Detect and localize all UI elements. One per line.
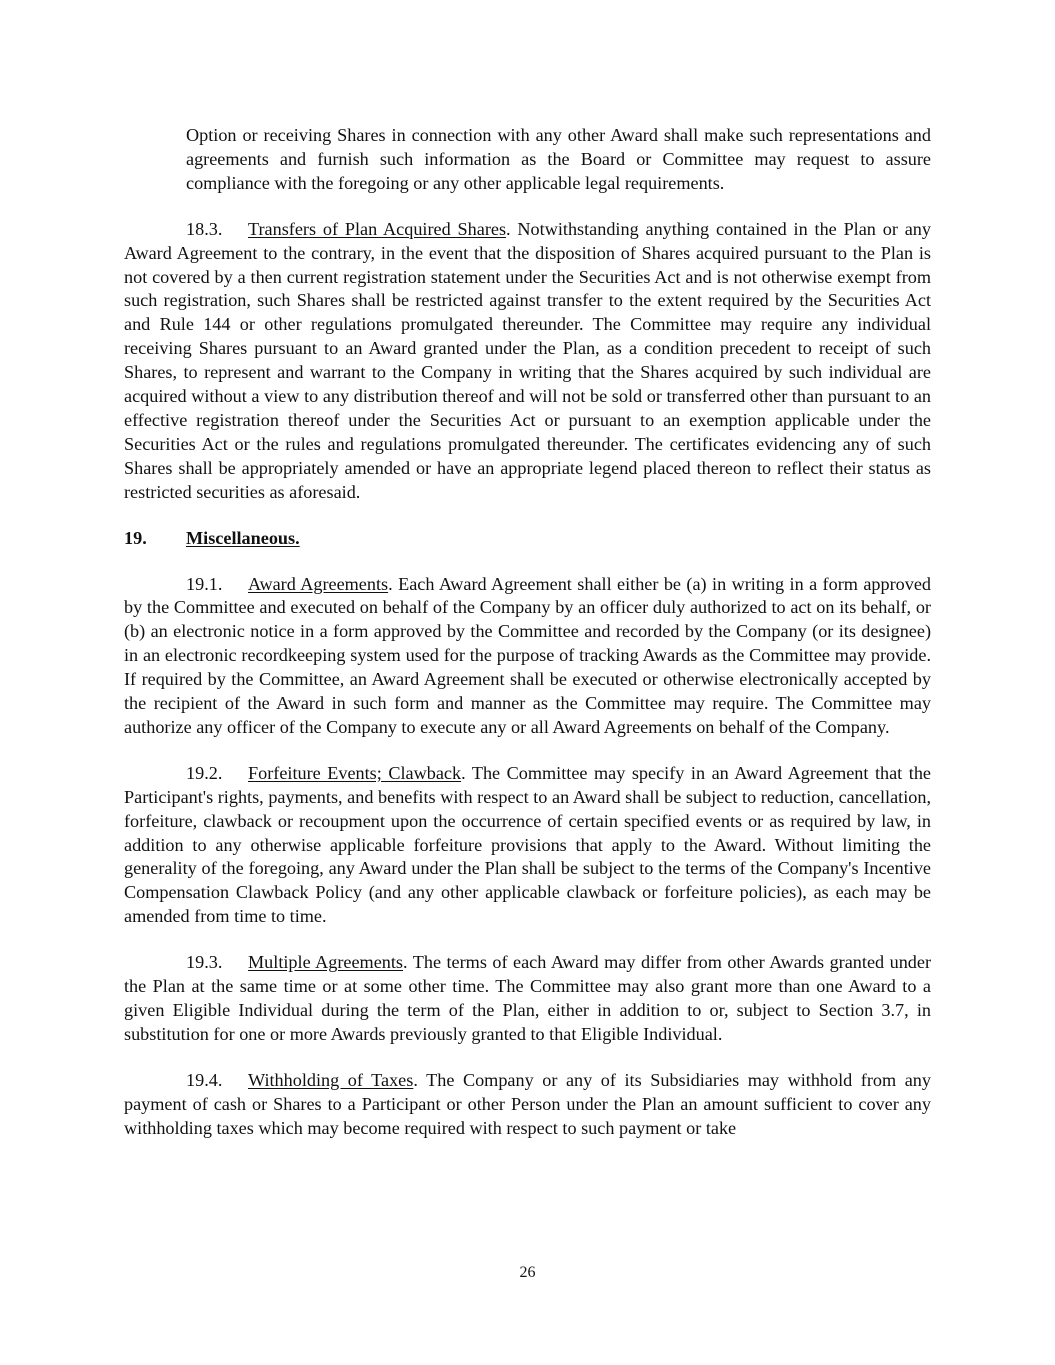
section-19-3: 19.3. Multiple Agreements. The terms of each Award may differ from other Awards granted under the Plan at the same time or at some other time. The Committee may also grant more than one Award to a given Eligible Individual during the term of the Plan, either in addition to or, subject to Section 3.7, in substitution for one or more Awards previously granted to that Eligible Individual. bbox=[124, 952, 932, 1044]
section-body: The Committee may specify in an Award Agreement that the Participant's rights, payments, and benefits with respect to an Award shall be subject to reduction, cancellation, forfeiture, clawback or recoupment upon the occurrence of certain specified events or as required by law, in addition to any otherwise applicable forfeiture provisions that apply to the Award. Without limiting the generality of the foregoing, any Award under the Plan shall be subject to the terms of the Company's Incentive Compensation Clawback Policy (and any other applicable clawback or forfeiture policies), as each may be amended from time to time. bbox=[124, 762, 931, 927]
section-number: 19.1. bbox=[186, 573, 223, 594]
section-body: The terms of each Award may differ from other Awards granted under the Plan at the same time or at some other time. The Committee may also grant more than one Award to a given Eligible Individual during the term of the Plan, either in addition to or, subject to Section 3.7, in substitution for one or more Awards previously granted to that Eligible Individual. bbox=[124, 952, 932, 1044]
section-title: Multiple Agreements bbox=[248, 952, 404, 973]
section-body: The Company or any of its Subsidiaries may withhold from any payment of cash or Shares to a Participant or other Person under the Plan an amount sufficient to cover any withholding taxes which may become required with respect to such payment or take bbox=[124, 1069, 931, 1138]
section-19-2: 19.2. Forfeiture Events; Clawback. The Committee may specify in an Award Agreement that the Participant's rights, payments, and benefits with respect to an Award shall be subject to reduction, cancellation, forfeiture, clawback or recoupment upon the occurrence of certain specified events or as required by law, in addition to any otherwise applicable forfeiture provisions that apply to the Award. Without limiting the generality of the foregoing, any Award under the Plan shall be subject to the terms of the Company's Incentive Compensation Clawback Policy (and any other applicable clawback or forfeiture policies), as each may be amended from time to time. bbox=[124, 762, 931, 927]
section-19-1: 19.1. Award Agreements. Each Award Agreement shall either be (a) in writing in a form approved by the Committee and executed on behalf of the Company by an officer duly authorized to act on its behalf, or (b) an electronic notice in a form approved by the Committee and recorded by the Company (or its designee) in an electronic recordkeeping system used for the purpose of tracking Awards as the Committee may provide. If required by the Committee, an Award Agreement shall be executed or otherwise electronically accepted by the recipient of the Award in such form and manner as the Committee may require. The Committee may authorize any officer of the Company to execute any or all Award Agreements on behalf of the Company. bbox=[124, 573, 931, 737]
section-number: 19.3. bbox=[186, 952, 223, 973]
section-number: 19.4. bbox=[186, 1069, 223, 1090]
section-title: Forfeiture Events; Clawback bbox=[248, 762, 462, 783]
section-title: Withholding of Taxes bbox=[248, 1069, 414, 1090]
section-19-4: 19.4. Withholding of Taxes. The Company or any of its Subsidiaries may withhold from any payment of cash or Shares to a Participant or other Person under the Plan an amount sufficient to cover any withholding taxes which may become required with respect to such payment or take bbox=[124, 1069, 931, 1138]
document-page bbox=[124, 124, 931, 1141]
heading-number: 19. bbox=[124, 527, 147, 548]
page-number: 26 bbox=[519, 1264, 536, 1281]
section-body: Each Award Agreement shall either be (a) in writing in a form approved by the Committee and executed on behalf of the Company by an officer duly authorized to act on its behalf, or (b) an electronic notice in a form approved by the Committee and recorded by the Company (or its designee) in an electronic recordkeeping system used for the purpose of tracking Awards as the Committee may provide. If required by the Committee, an Award Agreement shall be executed or otherwise electronically accepted by the recipient of the Award in such form and manner as the Committee may require. The Committee may authorize any officer of the Company to execute any or all Award Agreements on behalf of the Company. bbox=[124, 573, 931, 737]
section-title: Award Agreements bbox=[248, 573, 389, 594]
section-title: Transfers of Plan Acquired Shares bbox=[248, 218, 507, 239]
section-number: 18.3. bbox=[186, 218, 223, 239]
section-number: 19.2. bbox=[186, 762, 223, 783]
continuation-paragraph: Option or receiving Shares in connection with any other Award shall make such representations and agreements and furnish such information as the Board or Committee may request to assure compliance with the foregoing or any other applicable legal requirements. bbox=[186, 125, 931, 193]
section-body: Notwithstanding anything contained in the Plan or any Award Agreement to the contrary, in the event that the disposition of Shares acquired pursuant to the Plan is not covered by a then current registration statement under the Securities Act and is not otherwise exempt from such registration, such Shares shall be restricted against transfer to the extent required by the Securities Act and Rule 144 or other regulations promulgated thereunder. The Committee may require any individual receiving Shares pursuant to an Award granted under the Plan, as a condition precedent to receipt of such Shares, to represent and warrant to the Company in writing that the Shares acquired by such individual are acquired without a view to any distribution thereof and will not be sold or transferred other than pursuant to an effective registration thereof under the Securities Act or pursuant to an exemption applicable under the Securities Act or the rules and regulations promulgated thereunder. The certificates evidencing any of such Shares shall be appropriately amended or have an appropriate legend placed thereon to reflect their status as restricted securities as aforesaid. bbox=[124, 218, 931, 502]
section-19-heading bbox=[124, 527, 931, 551]
heading-title: Miscellaneous. bbox=[186, 527, 300, 548]
section-18-3: 18.3. Transfers of Plan Acquired Shares. Notwithstanding anything contained in the Plan or any Award Agreement to the contrary, in the event that the disposition of Shares acquired pursuant to the Plan is not covered by a then current registration statement under the Securities Act and is not otherwise exempt from such registration, such Shares shall be restricted against transfer to the extent required by the Securities Act and Rule 144 or other regulations promulgated thereunder. The Committee may require any individual receiving Shares pursuant to an Award granted under the Plan, as a condition precedent to receipt of such Shares, to represent and warrant to the Company in writing that the Shares acquired by such individual are acquired without a view to any distribution thereof and will not be sold or transferred other than pursuant to an effective registration thereof under the Securities Act or pursuant to an exemption applicable under the Securities Act or the rules and regulations promulgated thereunder. The certificates evidencing any of such Shares shall be appropriately amended or have an appropriate legend placed thereon to reflect their status as restricted securities as aforesaid. bbox=[124, 218, 931, 502]
